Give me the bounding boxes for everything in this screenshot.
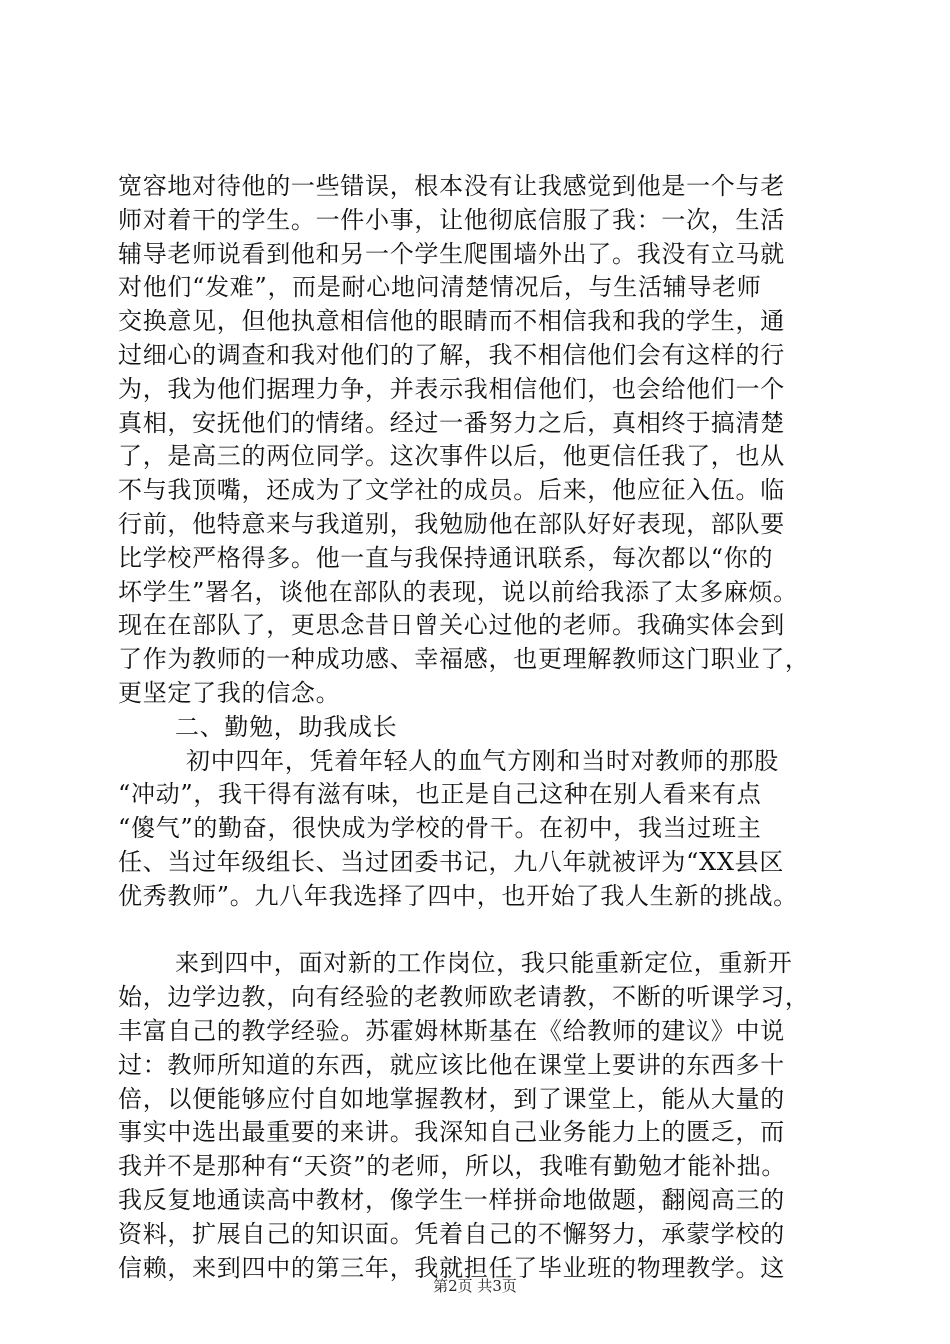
text-line: 始，边学边教，向有经验的老教师欧老请教，不断的听课学习， (118, 983, 810, 1012)
text-line: 师对着干的学生。一件小事，让他彻底信服了我：一次，生活 (118, 205, 785, 234)
text-line: 事实中选出最重要的来讲。我深知自己业务能力上的匮乏，而 (118, 1118, 785, 1147)
text-line: 交换意见，但他执意相信他的眼睛而不相信我和我的学生，通 (118, 307, 785, 336)
text-line: 我反复地通读高中教材，像学生一样拼命地做题，翻阅高三的 (118, 1185, 785, 1214)
text-line: 丰富自己的教学经验。苏霍姆林斯基在《给教师的建议》中说 (118, 1016, 785, 1045)
text-line: 过：教师所知道的东西，就应该比他在课堂上要讲的东西多十 (118, 1050, 785, 1079)
text-line: 现在在部队了，更思念昔日曾关心过他的老师。我确实体会到 (118, 611, 785, 640)
section-heading: 二、勤勉，助我成长 (175, 712, 398, 741)
document-body (118, 170, 838, 1285)
text-line: 为，我为他们据理力争，并表示我相信他们，也会给他们一个 (118, 374, 785, 403)
text-line: 优秀教师”。九八年我选择了四中，也开始了我人生新的挑战。 (118, 881, 798, 910)
text-line: 比学校严格得多。他一直与我保持通讯联系，每次都以“你的 (118, 543, 774, 572)
text-line: 倍，以便能够应付自如地掌握教材，到了课堂上，能从大量的 (118, 1084, 785, 1113)
text-line: 更坚定了我的信念。 (118, 678, 341, 707)
blank-line (118, 914, 838, 948)
page-footer: 第2页 共3页 (433, 1277, 517, 1295)
text-line: 不与我顶嘴，还成为了文学社的成员。后来，他应征入伍。临 (118, 476, 785, 505)
text-line: “傻气”的勤奋，很快成为学校的骨干。在初中，我当过班主 (118, 814, 762, 843)
text-line: 真相，安抚他们的情绪。经过一番努力之后，真相终于搞清楚 (118, 408, 785, 437)
text-line: 行前，他特意来与我道别，我勉励他在部队好好表现，部队要 (118, 509, 785, 538)
text-line: 初中四年，凭着年轻人的血气方刚和当时对教师的那股 (186, 746, 779, 775)
text-line: 对他们“发难”，而是耐心地问清楚情况后，与生活辅导老师 (118, 273, 762, 302)
text-line: 了，是高三的两位同学。这次事件以后，他更信任我了，也从 (118, 442, 785, 471)
text-line: 坏学生”署名，谈他在部队的表现，说以前给我添了太多麻烦。 (118, 577, 798, 606)
text-line: 任、当过年级组长、当过团委书记，九八年就被评为“XX县区 (118, 847, 785, 876)
text-line: “冲动”，我干得有滋有味，也正是自己这种在别人看来有点 (118, 780, 762, 809)
text-line: 信赖，来到四中的第三年，我就担任了毕业班的物理教学。这 (118, 1253, 785, 1282)
text-line: 辅导老师说看到他和另一个学生爬围墙外出了。我没有立马就 (118, 239, 785, 268)
text-line: 了作为教师的一种成功感、幸福感，也更理解教师这门职业了， (118, 645, 810, 674)
text-line: 宽容地对待他的一些错误，根本没有让我感觉到他是一个与老 (118, 172, 785, 200)
text-line: 我并不是那种有“天资”的老师，所以，我唯有勤勉才能补拙。 (118, 1152, 787, 1181)
text-line: 资料，扩展自己的知识面。凭着自己的不懈努力，承蒙学校的 (118, 1219, 785, 1248)
text-line: 过细心的调查和我对他们的了解，我不相信他们会有这样的行 (118, 340, 785, 369)
text-line: 来到四中，面对新的工作岗位，我只能重新定位，重新开 (175, 949, 793, 978)
